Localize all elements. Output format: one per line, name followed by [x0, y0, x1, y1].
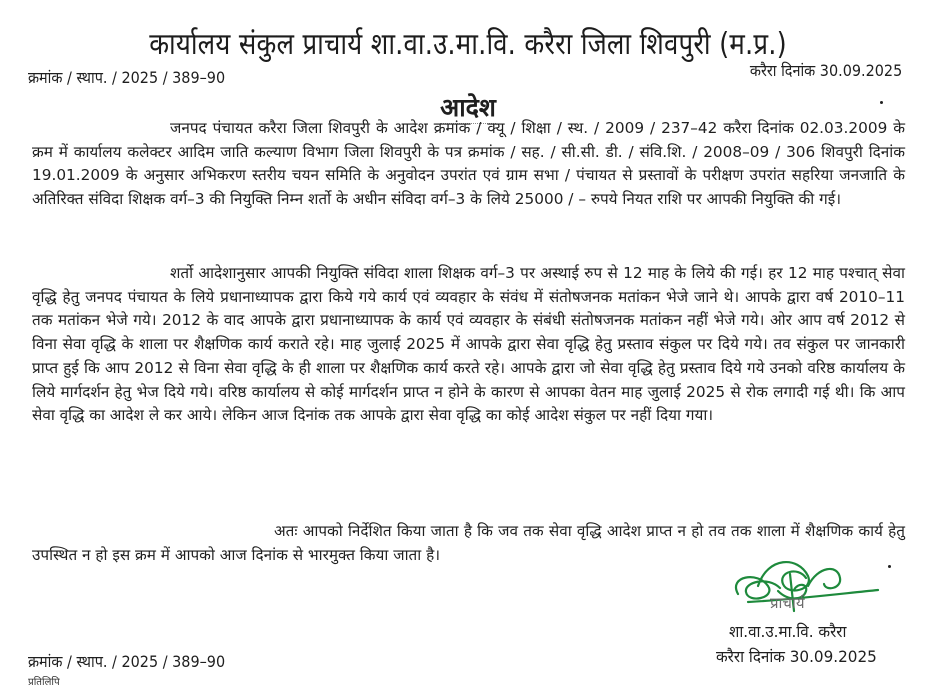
signatory-office: शा.वा.उ.मा.वि. करैरा — [729, 622, 847, 641]
place-date: करैरा दिनांक 30.09.2025 — [749, 61, 902, 80]
order-heading-text: आदेश — [440, 93, 496, 122]
paragraph-text: जनपद पंचायत करैरा जिला शिवपुरी के आदेश क्रमांक / क्यू / शिक्षा / स्थ. / 2009 / 237–42 करैरा दिनांक 02.03.2009 के क्रम में कार्यालय कलेक्टर आदिम जाति कल्याण विभाग जिला शिवपुरी के पत्र क्रमांक / सह. / सी.सी. डी. / संवि.शि. / 2008–09 / 306 शिवपुरी दिनांक 19.01.2009 के अनुसार अभिकरण स्तरीय चयन समिति के अनुवोदन उपरांत एवं ग्राम सभा / पंचायत से प्रस्तावों के परीक्षण उपरांत सहरिया जनजाति के अतिरिक्त संविदा शिक्षक वर्ग–3 की नियुक्ति निम्न शर्तो के अधीन संविदा वर्ग–3 के लिये 25000 / – रुपये नियत राशि पर आपकी नियुक्ति की गई। — [32, 119, 905, 209]
footer-reference-number: क्रमांक / स्थाप. / 2025 / 389–90 — [28, 652, 226, 671]
paragraph-conditions — [32, 262, 905, 428]
footer-cut-text: प्रतिलिपि — [28, 677, 60, 688]
paragraph-text: अतः आपको निर्देशित किया जाता है कि जव तक सेवा वृद्धि आदेश प्राप्त न हो तव तक शाला में शैक्षणिक कार्य हेतु उपस्थित न हो इस क्रम में आपको आज दिनांक से भारमुक्त किया जाता है। — [32, 522, 905, 564]
reference-number: क्रमांक / स्थाप. / 2025 / 389–90 — [28, 68, 226, 87]
stray-dot — [880, 101, 883, 104]
signatory-place-date: करैरा दिनांक 30.09.2025 — [716, 647, 877, 666]
paragraph-appointment — [32, 117, 905, 212]
paragraph-text: शर्तो आदेशानुसार आपकी नियुक्ति संविदा शाला शिक्षक वर्ग–3 पर अस्थाई रुप से 12 माह के लिये की गई। हर 12 माह पश्चात् सेवा वृद्धि हेतु जनपद पंचायत के लिये प्रधानाध्यापक द्वारा किये गये कार्य एवं व्यवहार के संवंध में संतोषजनक मतांकन भेजे जाने थे। आपके द्वारा वर्ष 2010–11 तक मतांकन भेजे गये। 2012 के वाद आपके द्वारा प्रधानाध्यापक के कार्य एवं व्यवहार के संबंधी संतोषजनक मतांकन नहीं भेजे गये। ओर आप वर्ष 2012 से विना सेवा वृद्धि के शाला पर शैक्षणिक कार्य कराते रहे। माह जुलाई 2025 में आपके द्वारा सेवा वृद्धि हेतु प्रस्ताव संकुल पर दिये गये। तव संकुल पर जानकारी प्राप्त हुई कि आप 2012 से विना सेवा वृद्धि के ही शाला पर शैक्षणिक कार्य करते रहे। आपके द्वारा जो सेवा वृद्धि हेतु प्रस्ताव दिये गये उनको वरिष्ठ कार्यालय के लिये मार्गदर्शन हेतु भेज दिये गये। वरिष्ठ कार्यालय से कोई मार्गदर्शन प्राप्त न होने के कारण से आपका वेतन माह जुलाई 2025 से रोक लगादी गई थी। कि आप सेवा वृद्धि का आदेश ले कर आये। लेकिन आज दिनांक तक आपके द्वारा सेवा वृद्धि का कोई आदेश संकुल पर नहीं दिया गया। — [32, 264, 905, 425]
stray-dot — [888, 565, 891, 568]
signature-icon — [728, 556, 888, 616]
signatory-designation: प्राचार्य — [770, 594, 805, 612]
office-header-title: कार्यालय संकुल प्राचार्य शा.वा.उ.मा.वि. करैरा जिला शिवपुरी (म.प्र.) — [149, 27, 787, 62]
